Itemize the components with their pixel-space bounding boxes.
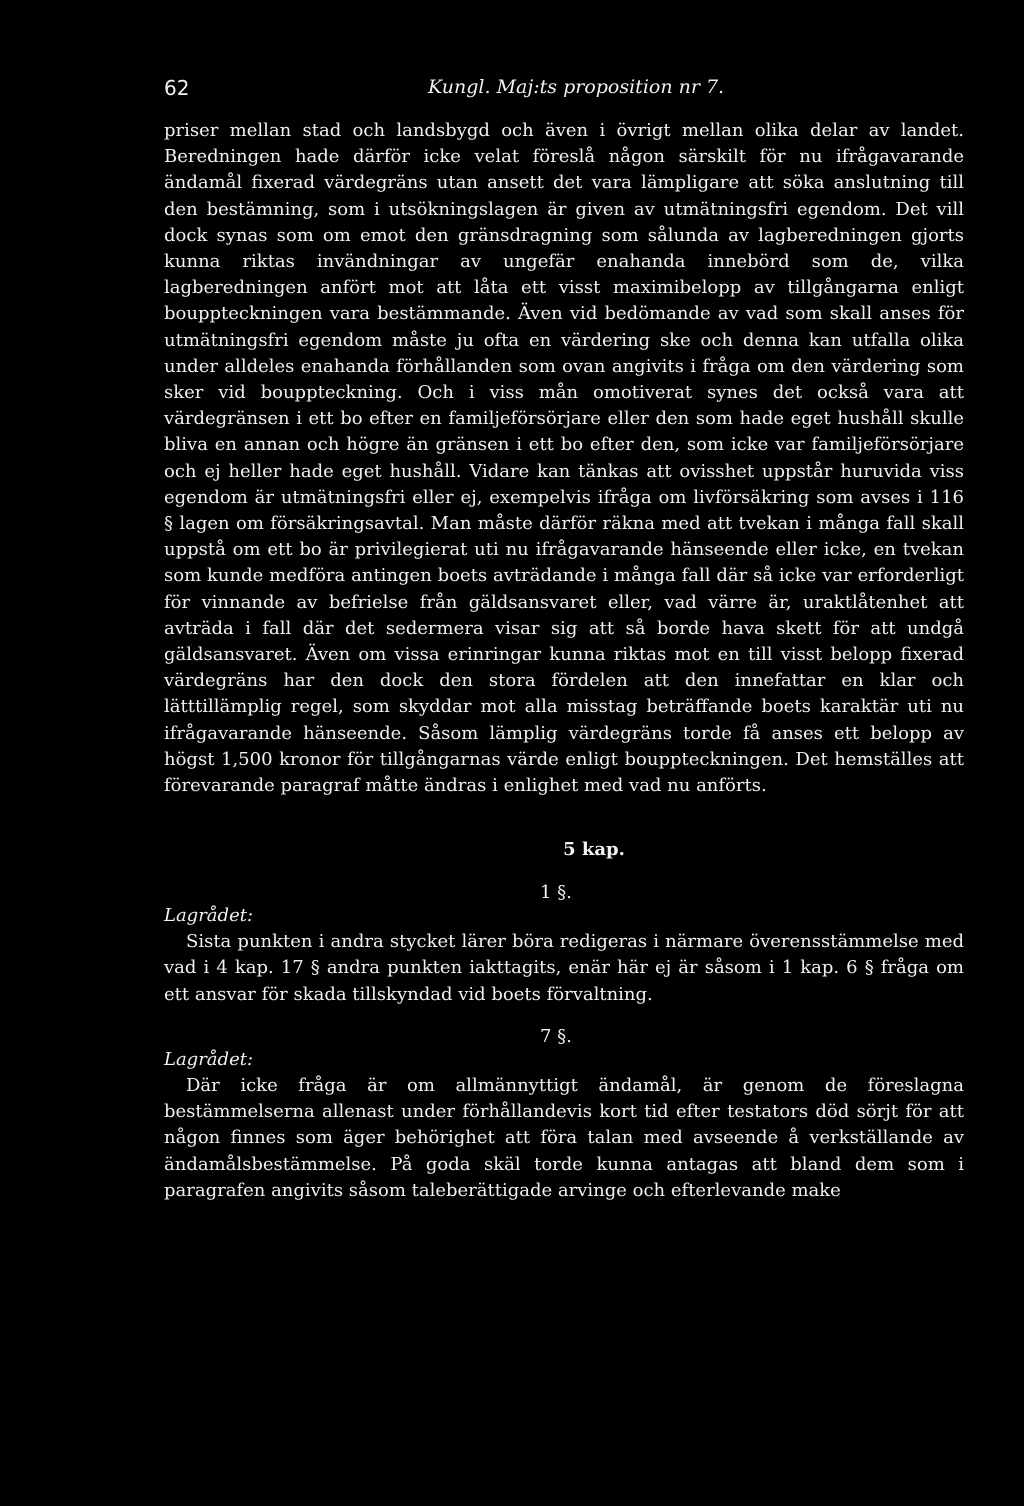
section-1-text: Sista punkten i andra stycket lärer böra redigeras i närmare överensstämmelse med vad i 4 kap. 17 § andra punkten iakttagits, enär här ej är såsom i 1 kap. 6 § fråga om ett ansvar för skada tillskyndad vid boets förvaltning. [164,931,964,1005]
page-number: 62 [164,76,190,100]
body-paragraph: priser mellan stad och landsbygd och även i övrigt mellan olika delar av landet. Beredningen hade därför icke velat föreslå någon särskilt för nu ifrågavarande ändamål fixerad värdegräns utan ansett det vara lämpligare att söka anslutning till den bestämning, som i utsökningslagen är given av utmätningsfri egendom. Det vill dock synas som om emot den gränsdragning som sålunda av lagberedningen gjorts kunna riktas invändningar av ungefär enahanda innebörd som de, vilka lagberedningen anfört mot att låta ett visst maximibelopp av tillgångarna enligt bouppteckningen vara bestämmande. Även vid bedömande av vad som skall anses för utmätningsfri egendom måste ju ofta en värdering ske och denna kan utfalla olika under alldeles enahanda förhållanden som ovan angivits i fråga om den värdering som sker vid bouppteckning. Och i viss mån omotiverat synes det också vara att värdegränsen i ett bo efter en familjeförsörjare eller den som hade eget hushåll skulle bliva en annan och högre än gränsen i ett bo efter den, som icke var familjeförsörjare och ej heller hade eget hushåll. Vidare kan tänkas att ovisshet uppstår huruvida viss egendom är utmätningsfri eller ej, exempelvis ifråga om livförsäkring som avses i 116 § lagen om försäkringsavtal. Man måste därför räkna med att tvekan i många fall skall uppstå om ett bo är privilegierat uti nu ifrågavarande hänseende eller icke, en tvekan som kunde medföra antingen boets avträdande i många fall där så icke var erforderligt för vinnande av befrielse från gäldsansvaret eller, vad värre är, uraktlåtenhet att avträda i fall där det sedermera visar sig att så borde hava skett för att undgå gäldsansvaret. Även om vissa erinringar kunna riktas mot en till visst belopp fixerad värdegräns har den dock den stora fördelen att den innefattar en klar och lätttillämplig regel, som skyddar mot alla misstag beträffande boets karaktär uti nu ifrågavarande hänseende. Såsom lämplig värdegräns torde få anses ett belopp av högst 1,500 kronor för tillgångarnas värde enligt bouppteckningen. Det hemställes att förevarande paragraf måtte ändras i enlighet med vad nu anförts. [164,120,964,797]
lagradet-label: Lagrådet: [164,905,254,927]
document-page [164,70,964,1204]
section-7-text: Där icke fråga är om allmännyttigt ändamål, är genom de föreslagna bestämmelserna allenast under förhållandevis kort tid efter testators död sörjt för att någon finnes som äger behörighet att föra talan med avseende å verkställande av ändamålsbestämmelse. På goda skäl torde kunna antagas att bland dem som i paragrafen angivits såsom taleberättigade arvinge och efterlevande make [164,1074,964,1201]
lagradet-label: Lagrådet: [164,1048,254,1070]
section-number-1: 1 §. [540,882,572,904]
running-title: Kungl. Maj:ts proposition nr 7. [428,76,725,98]
page-header [164,70,964,110]
chapter-heading: 5 kap. [563,839,625,861]
section-number-7: 7 §. [540,1025,572,1047]
